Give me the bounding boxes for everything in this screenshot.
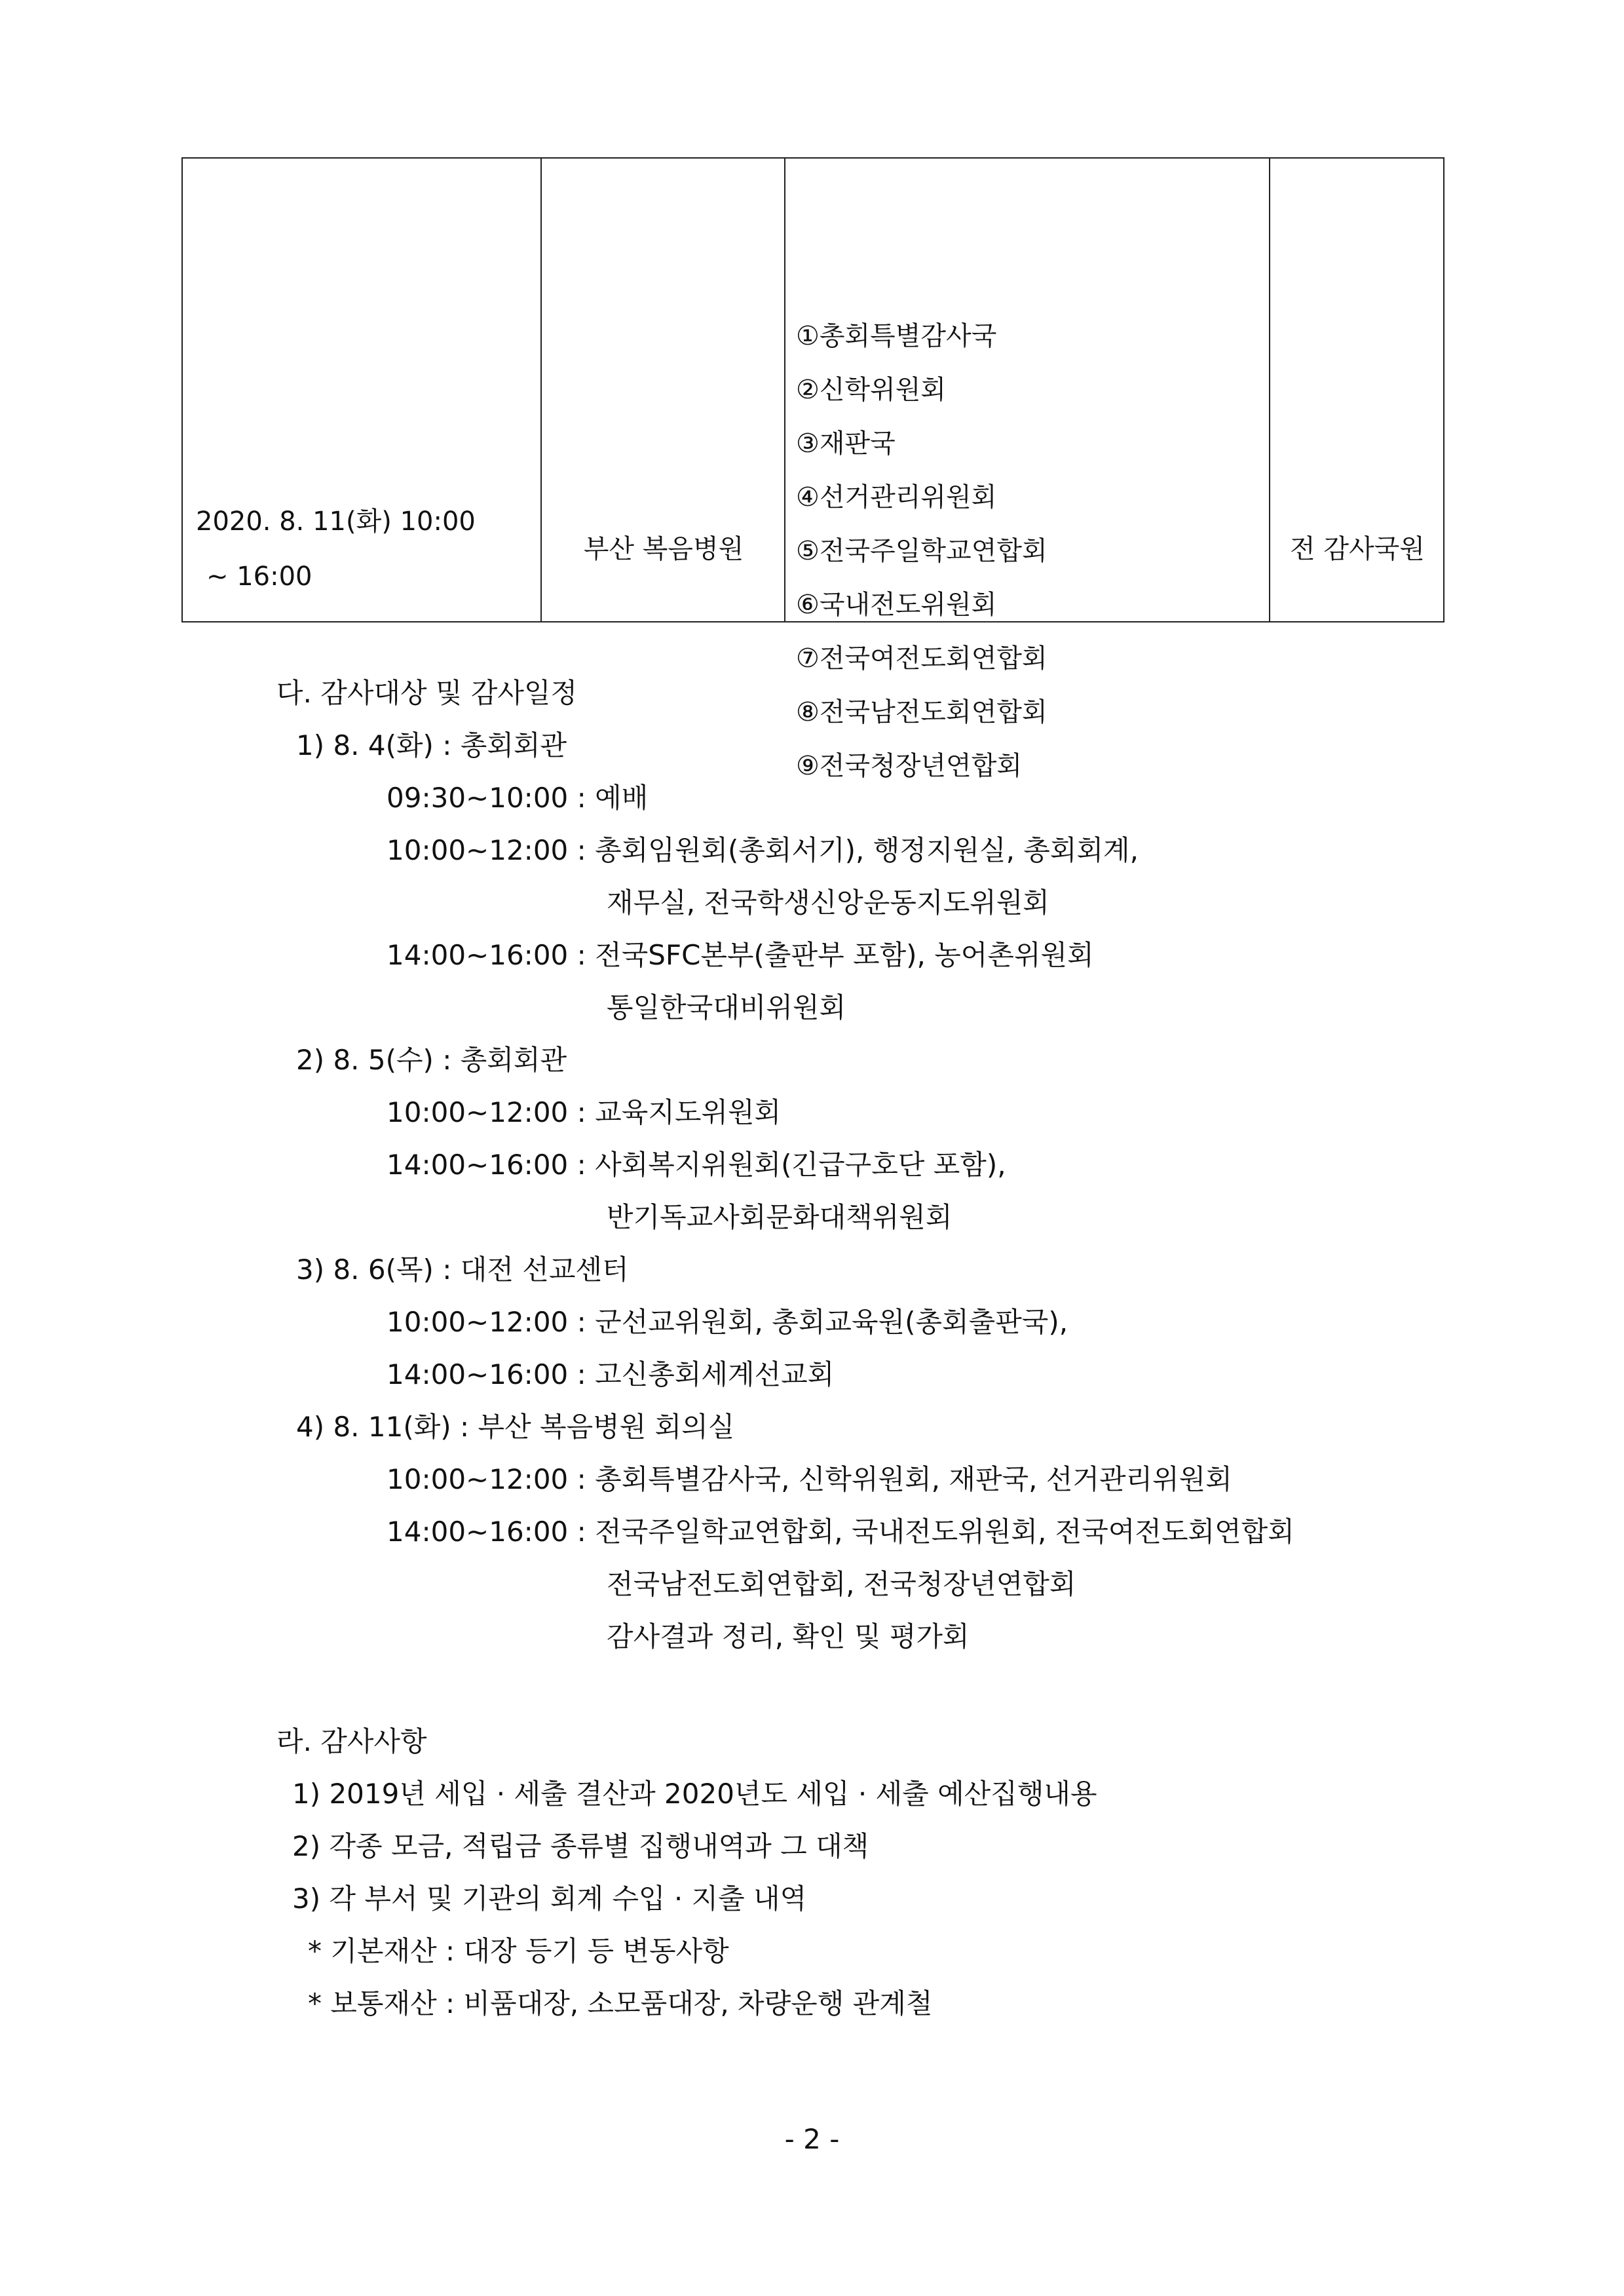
schedule-day-3: 3) 8. 6(목) : 대전 선교센터 <box>296 1253 629 1286</box>
schedule-day-2: 2) 8. 5(수) : 총회회관 <box>296 1044 567 1076</box>
list-item: ⑥국내전도위원회 <box>796 590 997 620</box>
table-items-list <box>796 309 1048 793</box>
schedule-entry-continued: 감사결과 정리, 확인 및 평가회 <box>607 1620 970 1653</box>
schedule-entry: 10:00~12:00 : 총회임원회(총회서기), 행정지원실, 총회회계, <box>387 834 1139 866</box>
list-item: ⑦전국여전도회연합회 <box>796 643 1048 674</box>
schedule-day-1: 1) 8. 4(화) : 총회회관 <box>296 729 567 761</box>
list-item: ①총회특별감사국 <box>796 321 997 351</box>
section-heading-audit-items: 라. 감사사항 <box>276 1725 427 1757</box>
schedule-day-4: 4) 8. 11(화) : 부산 복음병원 회의실 <box>296 1411 735 1443</box>
section-heading-schedule: 다. 감사대상 및 감사일정 <box>276 677 578 709</box>
page-number: - 2 - <box>784 2123 840 2155</box>
audit-subitem: * 보통재산 : 비품대장, 소모품대장, 차량운행 관계철 <box>308 1987 933 2019</box>
audit-item: 2) 각종 모금, 적립금 종류별 집행내역과 그 대책 <box>292 1830 869 1862</box>
schedule-entry: 14:00~16:00 : 고신총회세계선교회 <box>387 1358 835 1390</box>
list-item: ⑧전국남전도회연합회 <box>796 697 1048 727</box>
table-attendees: 전 감사국원 <box>1290 534 1425 564</box>
list-item: ②신학위원회 <box>796 375 947 405</box>
list-item: ③재판국 <box>796 429 896 459</box>
list-item: ⑨전국청장년연합회 <box>796 751 1022 781</box>
audit-subitem: * 기본재산 : 대장 등기 등 변동사항 <box>308 1935 729 1967</box>
schedule-entry: 14:00~16:00 : 사회복지위원회(긴급구호단 포함), <box>387 1149 1006 1181</box>
schedule-entry: 10:00~12:00 : 군선교위원회, 총회교육원(총회출판국), <box>387 1306 1068 1338</box>
schedule-entry-continued: 반기독교사회문화대책위원회 <box>607 1201 953 1233</box>
list-item: ④선거관리위원회 <box>796 482 997 512</box>
list-item: ⑤전국주일학교연합회 <box>796 536 1048 566</box>
table-place: 부산 복음병원 <box>583 534 744 564</box>
schedule-entry-continued: 통일한국대비위원회 <box>607 991 846 1024</box>
schedule-entry-continued: 재무실, 전국학생신앙운동지도위원회 <box>607 887 1049 919</box>
schedule-entry: 14:00~16:00 : 전국SFC본부(출판부 포함), 농어촌위원회 <box>387 939 1094 971</box>
schedule-entry-continued: 전국남전도회연합회, 전국청장년연합회 <box>607 1568 1076 1600</box>
schedule-entry: 09:30~10:00 : 예배 <box>387 782 649 814</box>
table-items-cell <box>785 159 1270 781</box>
schedule-entry: 10:00~12:00 : 교육지도위원회 <box>387 1096 782 1128</box>
table-place-cell <box>542 159 785 621</box>
table-date-line1: 2020. 8. 11(화) 10:00 <box>196 507 476 537</box>
table-date-line2: ~ 16:00 <box>206 562 312 592</box>
audit-item: 1) 2019년 세입 · 세출 결산과 2020년도 세입 · 세출 예산집행내용 <box>292 1778 1097 1810</box>
audit-item: 3) 각 부서 및 기관의 회계 수입 · 지출 내역 <box>292 1883 807 1915</box>
table-date-cell <box>183 159 542 621</box>
schedule-entry: 10:00~12:00 : 총회특별감사국, 신학위원회, 재판국, 선거관리위원회 <box>387 1463 1232 1495</box>
schedule-entry: 14:00~16:00 : 전국주일학교연합회, 국내전도위원회, 전국여전도회연합회 <box>387 1516 1294 1548</box>
table-attendees-cell <box>1270 159 1445 621</box>
